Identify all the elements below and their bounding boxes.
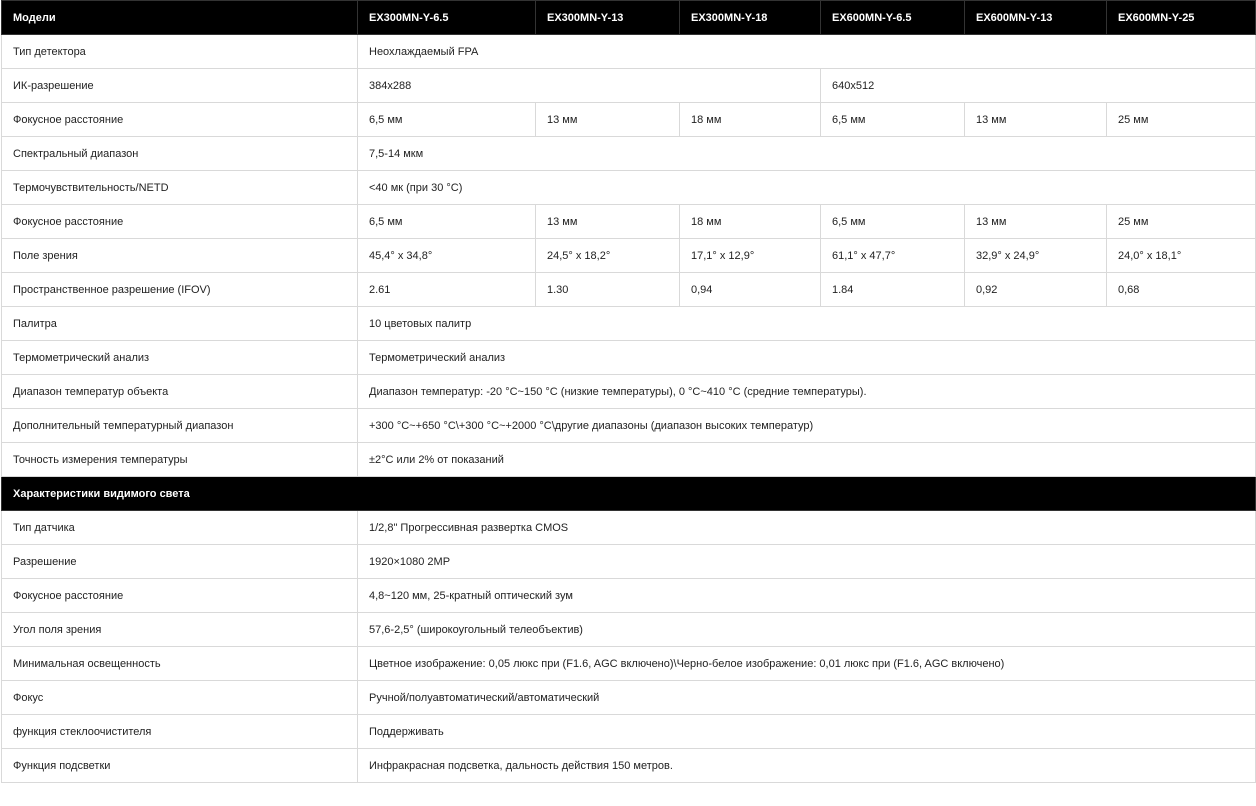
spec-value: 4,8~120 мм, 25-кратный оптический зум <box>358 579 1256 613</box>
spec-value: 25 мм <box>1107 103 1256 137</box>
spec-label: ИК-разрешение <box>2 69 358 103</box>
table-row <box>2 579 1256 613</box>
spec-value: ±2°C или 2% от показаний <box>358 443 1256 477</box>
spec-value: Поддерживать <box>358 715 1256 749</box>
table-row <box>2 681 1256 715</box>
spec-value: 6,5 мм <box>358 205 536 239</box>
spec-value: 2.61 <box>358 273 536 307</box>
model-header: EX600MN-Y-6.5 <box>821 1 965 35</box>
spec-value: 18 мм <box>680 103 821 137</box>
spec-value: 24,0° x 18,1° <box>1107 239 1256 273</box>
table-row <box>2 239 1256 273</box>
spec-label: Поле зрения <box>2 239 358 273</box>
table-row <box>2 171 1256 205</box>
spec-value: 61,1° x 47,7° <box>821 239 965 273</box>
table-row <box>2 307 1256 341</box>
models-header-label: Модели <box>2 1 358 35</box>
spec-value: 1920×1080 2MP <box>358 545 1256 579</box>
table-row <box>2 273 1256 307</box>
table-row <box>2 647 1256 681</box>
spec-value: Неохлаждаемый FPA <box>358 35 1256 69</box>
spec-value: 1.30 <box>536 273 680 307</box>
table-header-row <box>2 1 1256 35</box>
spec-table <box>1 0 1256 783</box>
spec-label: Дополнительный температурный диапазон <box>2 409 358 443</box>
spec-label: Фокусное расстояние <box>2 205 358 239</box>
table-row <box>2 715 1256 749</box>
table-row <box>2 137 1256 171</box>
spec-value: Ручной/полуавтоматический/автоматический <box>358 681 1256 715</box>
model-header: EX600MN-Y-25 <box>1107 1 1256 35</box>
spec-label: Тип детектора <box>2 35 358 69</box>
table-row <box>2 103 1256 137</box>
model-header: EX600MN-Y-13 <box>965 1 1107 35</box>
spec-label: Разрешение <box>2 545 358 579</box>
spec-label: Палитра <box>2 307 358 341</box>
table-row <box>2 409 1256 443</box>
spec-value: 384x288 <box>358 69 821 103</box>
section-title: Характеристики видимого света <box>2 477 1256 511</box>
spec-value: 45,4° x 34,8° <box>358 239 536 273</box>
spec-value: 6,5 мм <box>358 103 536 137</box>
spec-value: Термометрический анализ <box>358 341 1256 375</box>
spec-value: 0,68 <box>1107 273 1256 307</box>
spec-label: Фокус <box>2 681 358 715</box>
table-row <box>2 613 1256 647</box>
spec-value: 7,5-14 мкм <box>358 137 1256 171</box>
spec-value: 640x512 <box>821 69 1256 103</box>
spec-value: 13 мм <box>965 205 1107 239</box>
spec-value: +300 °C~+650 °C\+300 °C~+2000 °C\другие диапазоны (диапазон высоких температур) <box>358 409 1256 443</box>
spec-value: 32,9° x 24,9° <box>965 239 1107 273</box>
spec-value: 17,1° x 12,9° <box>680 239 821 273</box>
spec-value: 1.84 <box>821 273 965 307</box>
spec-label: Минимальная освещенность <box>2 647 358 681</box>
spec-label: Фокусное расстояние <box>2 579 358 613</box>
spec-value: 6,5 мм <box>821 205 965 239</box>
table-row <box>2 205 1256 239</box>
spec-value: 57,6-2,5° (широкоугольный телеобъектив) <box>358 613 1256 647</box>
model-header: EX300MN-Y-13 <box>536 1 680 35</box>
table-row <box>2 69 1256 103</box>
spec-label: Термочувствительность/NETD <box>2 171 358 205</box>
spec-value: 13 мм <box>536 103 680 137</box>
spec-value: <40 мк (при 30 °C) <box>358 171 1256 205</box>
spec-label: Точность измерения температуры <box>2 443 358 477</box>
spec-value: 0,92 <box>965 273 1107 307</box>
spec-value: 10 цветовых палитр <box>358 307 1256 341</box>
spec-value: Диапазон температур: -20 °C~150 °C (низкие температуры), 0 °C~410 °C (средние температуры). <box>358 375 1256 409</box>
table-row <box>2 511 1256 545</box>
table-row <box>2 443 1256 477</box>
spec-label: Термометрический анализ <box>2 341 358 375</box>
table-row <box>2 375 1256 409</box>
table-row <box>2 35 1256 69</box>
spec-value: 0,94 <box>680 273 821 307</box>
spec-value: Инфракрасная подсветка, дальность действия 150 метров. <box>358 749 1256 783</box>
spec-label: Диапазон температур объекта <box>2 375 358 409</box>
spec-label: Фокусное расстояние <box>2 103 358 137</box>
spec-value: 18 мм <box>680 205 821 239</box>
table-row <box>2 545 1256 579</box>
spec-value: 6,5 мм <box>821 103 965 137</box>
section-header-row <box>2 477 1256 511</box>
spec-value: 24,5° x 18,2° <box>536 239 680 273</box>
spec-value: 13 мм <box>965 103 1107 137</box>
spec-label: функция стеклоочистителя <box>2 715 358 749</box>
spec-value: 13 мм <box>536 205 680 239</box>
spec-value: 1/2,8" Прогрессивная развертка CMOS <box>358 511 1256 545</box>
table-row <box>2 341 1256 375</box>
spec-value: Цветное изображение: 0,05 люкс при (F1.6, AGC включено)\Черно-белое изображение: 0,01 люкс при (F1.6, AGC включено) <box>358 647 1256 681</box>
spec-label: Спектральный диапазон <box>2 137 358 171</box>
model-header: EX300MN-Y-18 <box>680 1 821 35</box>
model-header: EX300MN-Y-6.5 <box>358 1 536 35</box>
spec-label: Тип датчика <box>2 511 358 545</box>
spec-label: Угол поля зрения <box>2 613 358 647</box>
spec-label: Функция подсветки <box>2 749 358 783</box>
spec-value: 25 мм <box>1107 205 1256 239</box>
table-row <box>2 749 1256 783</box>
spec-label: Пространственное разрешение (IFOV) <box>2 273 358 307</box>
